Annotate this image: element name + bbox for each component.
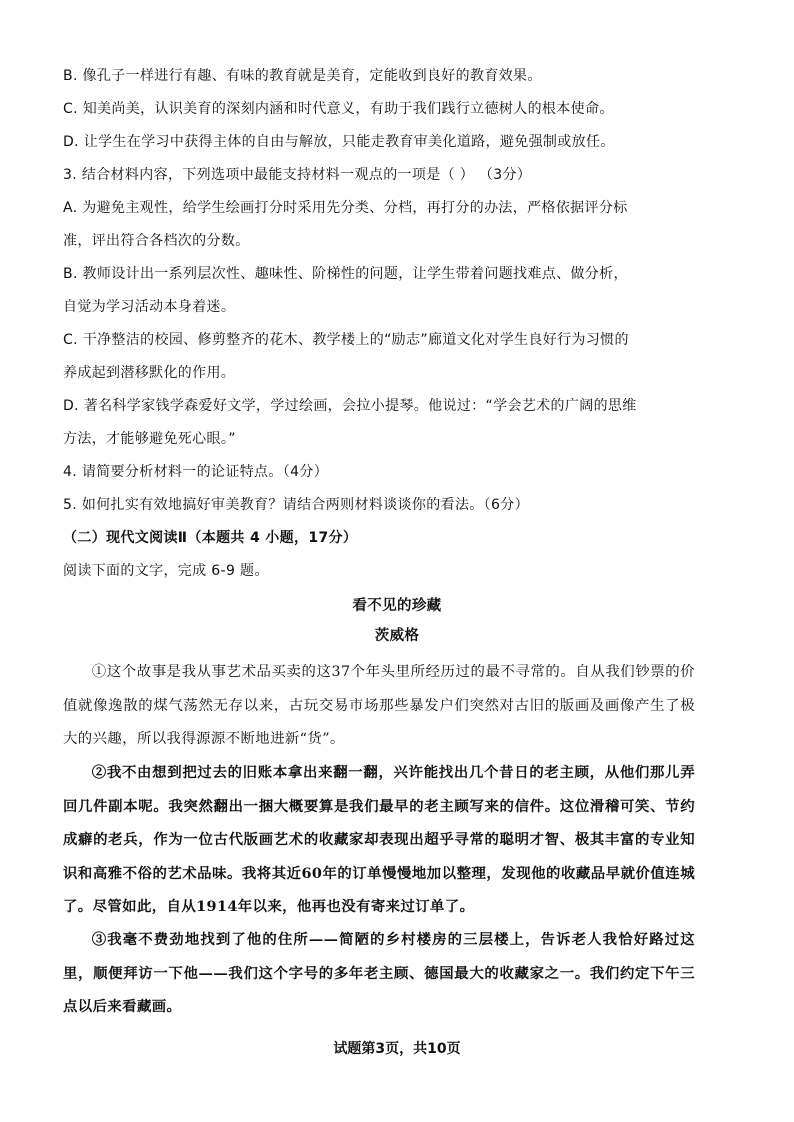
q3-option-a-line2: 准，评出符合各档次的分数。 [63, 233, 250, 249]
article-paragraph-3: ③我毫不费劲地找到了他的住所——简陋的乡村楼房的三层楼上，告诉老人我恰好路过这里，顺便拜访一下他——我们这个字号的多年老主顾、德国最大的收藏家之一。我们约定下午三点以后来看藏画。 [63, 931, 695, 1015]
question-3-stem: 3. 结合材料内容，下列选项中最能支持材料一观点的一项是（ ） （3分） [63, 167, 532, 183]
q3-option-b-line1: B. 教师设计出一系列层次性、趣味性、阶梯性的问题，让学生带着问题找难点、做分析， [63, 266, 628, 282]
section-heading: （二）现代文阅读Ⅱ（本题共 4 小题，17分） [63, 530, 358, 546]
q3-option-b-line2: 自觉为学习活动本身着迷。 [63, 299, 236, 315]
q3-option-c-line2: 养成起到潜移默化的作用。 [63, 365, 236, 381]
reading-instruction: 阅读下面的文字，完成 6-9 题。 [63, 563, 269, 579]
q3-option-a-line1: A. 为避免主观性，给学生绘画打分时采用先分类、分档，再打分的办法，严格依据评分标 [63, 200, 628, 216]
q3-option-d-line2: 方法，才能够避免死心眼。” [63, 431, 236, 447]
article-paragraph-1: ①这个故事是我从事艺术品买卖的这37个年头里所经历过的最不寻常的。自从我们钞票的价值就像逸散的煤气荡然无存以来，古玩交易市场那些暴发户们突然对古旧的版画及画像产生了极大的兴趣，所以我得源源不断地进新“货”。 [63, 664, 695, 747]
q3-option-c-line1: C. 干净整洁的校园、修剪整齐的花木、教学楼上的“励志”廊道文化对学生良好行为习惯的 [63, 332, 629, 348]
option-d-line: D. 让学生在学习中获得主体的自由与解放，只能走教育审美化道路，避免强制或放任。 [63, 134, 615, 150]
question-5: 5. 如何扎实有效地搞好审美教育？请结合两则材料谈谈你的看法。（6分） [63, 497, 529, 513]
article-paragraph-2: ②我不由想到把过去的旧账本拿出来翻一翻，兴许能找出几个昔日的老主顾，从他们那儿弄回几件副本呢。我突然翻出一捆大概要算是我们最早的老主顾写来的信件。这位滑稽可笑、节约成癖的老兵，作为一位古代版画艺术的收藏家却表现出超乎寻常的聪明才智、极其丰富的专业知识和高雅不俗的艺术品味。我将其近60年的订单慢慢地加以整理，发现他的收藏品早就价值连城了。尽管如此，自从1914年以来，他再也没有寄来过订单了。 [63, 764, 695, 915]
article-author: 茨威格 [374, 627, 420, 644]
question-4: 4. 请简要分析材料一的论证特点。（4分） [63, 464, 329, 480]
option-b-line: B. 像孔子一样进行有趣、有味的教育就是美育，定能收到良好的教育效果。 [63, 68, 542, 84]
article-title: 看不见的珍藏 [352, 597, 442, 614]
option-c-line: C. 知美尚美，认识美育的深刻内涵和时代意义，有助于我们践行立德树人的根本使命。 [63, 101, 614, 117]
q3-option-d-line1: D. 著名科学家钱学森爱好文学，学过绘画，会拉小提琴。他说过：“学会艺术的广阔的思维 [63, 398, 637, 414]
page-footer: 试题第3页，共10页 [333, 1041, 461, 1057]
